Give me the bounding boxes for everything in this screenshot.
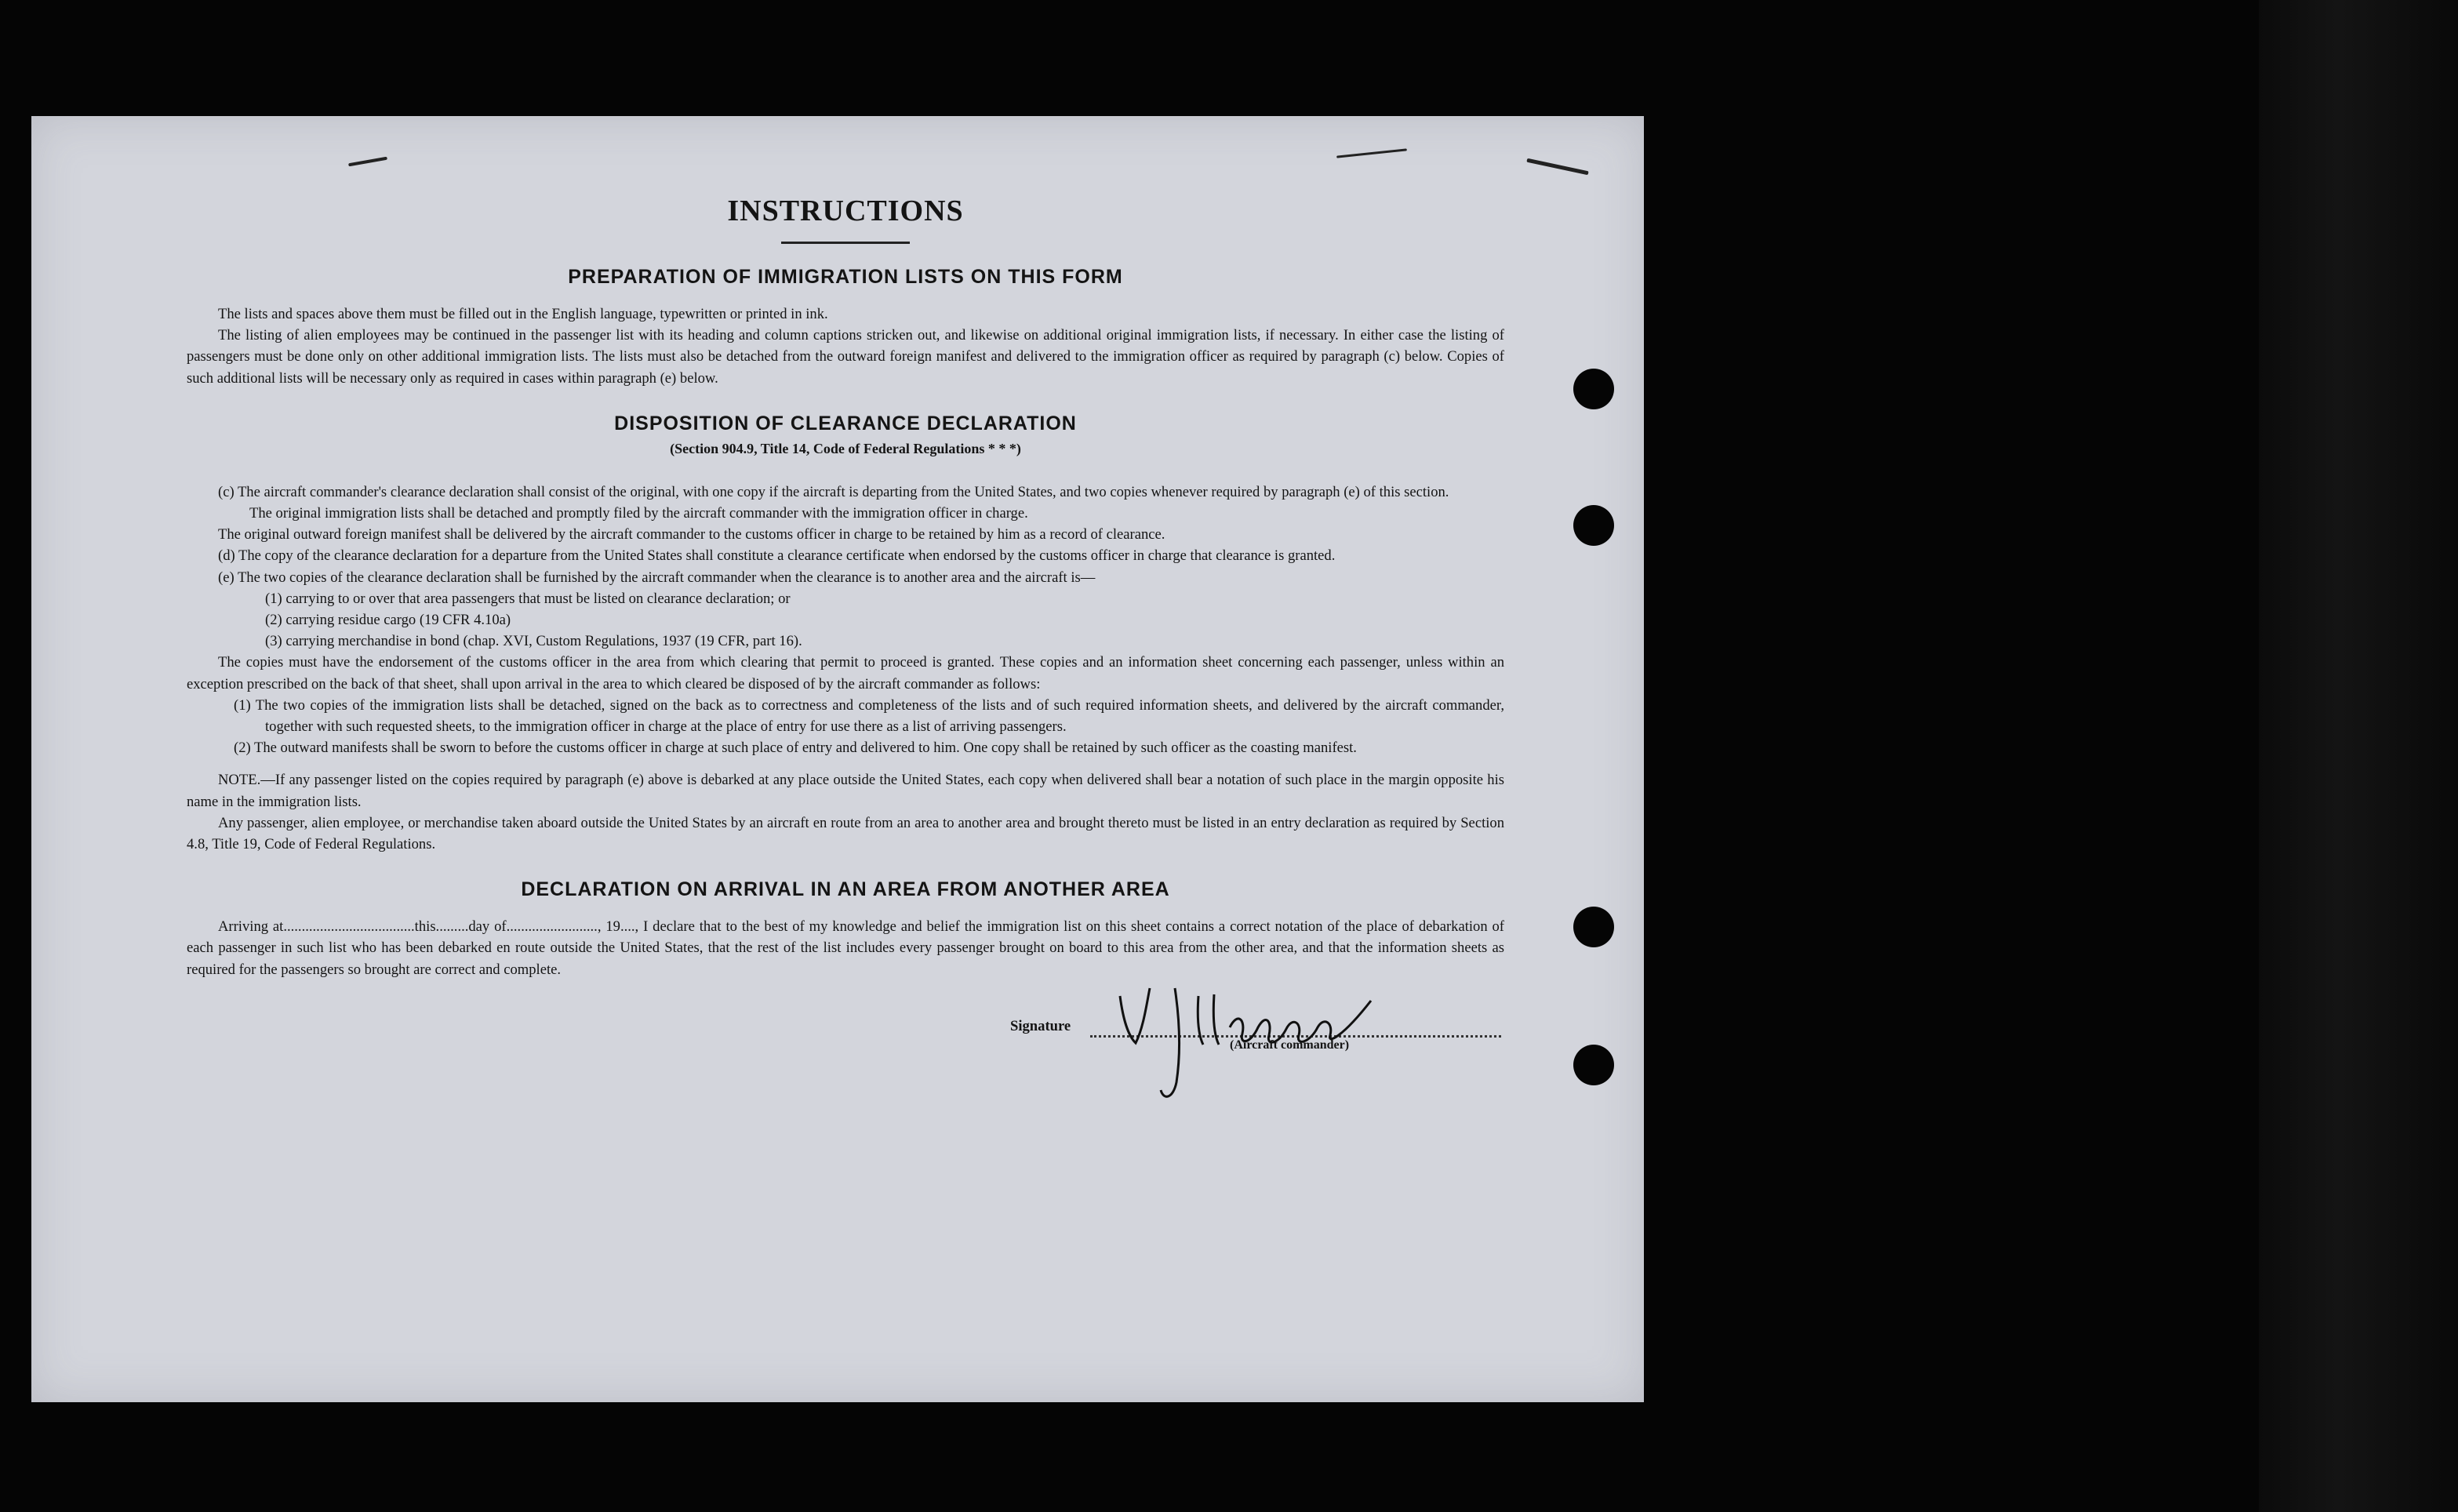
paragraph-e-2: (2) carrying residue cargo (19 CFR 4.10a) xyxy=(265,612,511,629)
paragraph-e-1: (1) carrying to or over that area passengers that must be listed on clearance declaration; or xyxy=(265,590,791,607)
binder-hole xyxy=(1573,369,1614,409)
signature-caption: (Aircraft commander) xyxy=(1230,1038,1350,1052)
paragraph-note: NOTE.—If any passenger listed on the copies required by paragraph (e) above is debarked at any place outside the United States, each copy when delivered shall bear a notation of such place in the margin opposite his name in the immigration lists. xyxy=(187,772,1504,810)
paragraph-e-3: (3) carrying merchandise in bond (chap. XVI, Custom Regulations, 1937 (19 CFR, part 16). xyxy=(265,633,802,650)
section-heading-disposition: DISPOSITION OF CLEARANCE DECLARATION xyxy=(614,412,1077,434)
scan-mark xyxy=(1336,148,1407,158)
paragraph-c-outward-manifest: The original outward foreign manifest shall be delivered by the aircraft commander to the customs officer in charge to be retained by him as a record of clearance. xyxy=(218,526,1165,543)
instructions-content xyxy=(187,191,1504,1081)
binder-hole xyxy=(1573,907,1614,947)
paragraph-any-passenger: Any passenger, alien employee, or merchandise taken aboard outside the United States by an aircraft en route from an area to another area and brought thereto must be listed in an entry declaration as required by Section 4.8, Title 19, Code of Federal Regulations. xyxy=(187,814,1504,853)
paragraph-preparation-2: The listing of alien employees may be continued in the passenger list with its heading and column captions stricken out, and likewise on additional original immigration lists, if necessary. In either case the listing of passengers must be done only on other additional immigration lists. The lists must also be detached from the outward foreign manifest and delivered to the immigration officer as required by paragraph (c) below. Copies of such additional lists will be necessary only as required in cases within paragraph (e) below. xyxy=(187,327,1504,387)
paragraph-c: (c) The aircraft commander's clearance declaration shall consist of the original, with one copy if the aircraft is departing from the United States, and two copies whenever required by paragraph (e) of this section. xyxy=(218,483,1449,500)
paragraph-arrival-1: (1) The two copies of the immigration lists shall be detached, signed on the back as to correctness and completeness of the lists and of such required information sheets, and delivered by the aircraft commander, together with such requested sheets, to the immigration officer in charge at the place of entry for use there as a list of arriving passengers. xyxy=(234,696,1504,736)
section-heading-declaration: DECLARATION ON ARRIVAL IN AN AREA FROM ANOTHER AREA xyxy=(521,878,1170,901)
scan-mark xyxy=(348,157,387,167)
binder-hole xyxy=(1573,1045,1614,1085)
scanner-background-strip xyxy=(2259,0,2458,1512)
page-title: INSTRUCTIONS xyxy=(727,194,964,227)
signature-label: Signature xyxy=(1010,1017,1071,1034)
section-heading-preparation: PREPARATION OF IMMIGRATION LISTS ON THIS FORM xyxy=(568,266,1123,288)
paragraph-d: (d) The copy of the clearance declaration for a departure from the United States shall constitute a clearance certificate when endorsed by the customs officer in charge that clearance is granted. xyxy=(218,547,1336,565)
paragraph-preparation-1: The lists and spaces above them must be filled out in the English language, typewritten or printed in ink. xyxy=(218,306,828,322)
paragraph-arrival-2: (2) The outward manifests shall be sworn to before the customs officer in charge at such place of entry and delivered to him. One copy shall be retained by such officer as the coasting manifest. xyxy=(234,740,1357,757)
paragraph-e: (e) The two copies of the clearance declaration shall be furnished by the aircraft commander when the clearance is to another area and the aircraft is— xyxy=(218,569,1096,586)
paragraph-copies: The copies must have the endorsement of the customs officer in the area from which clearing that permit to proceed is granted. These copies and an information sheet concerning each passenger, unless within an exception prescribed on the back of that sheet, shall upon arrival in the area to which cleared be disposed of by the aircraft commander as follows: xyxy=(187,654,1504,692)
paragraph-c-immigration-lists: The original immigration lists shall be detached and promptly filed by the aircraft commander with the immigration officer in charge. xyxy=(249,505,1028,522)
binder-hole xyxy=(1573,505,1614,546)
scan-mark xyxy=(1526,158,1588,176)
form-sheet xyxy=(31,116,1644,1402)
signature-block xyxy=(187,987,1504,1081)
paragraph-declaration: Arriving at....................................this.........day of........................., 19...., I declare that to the best of my knowledge and belief the immigration list on this sheet contains a correct notation of the place of debarkation of each passenger in such list who has been debarked en route outside the United States, that the rest of the list includes every passenger brought on board to this area from the other area, and that the information sheets as required for the passengers so brought are correct and complete. xyxy=(187,918,1504,978)
section-subheading-disposition: (Section 904.9, Title 14, Code of Federal Regulations * * *) xyxy=(670,440,1021,456)
